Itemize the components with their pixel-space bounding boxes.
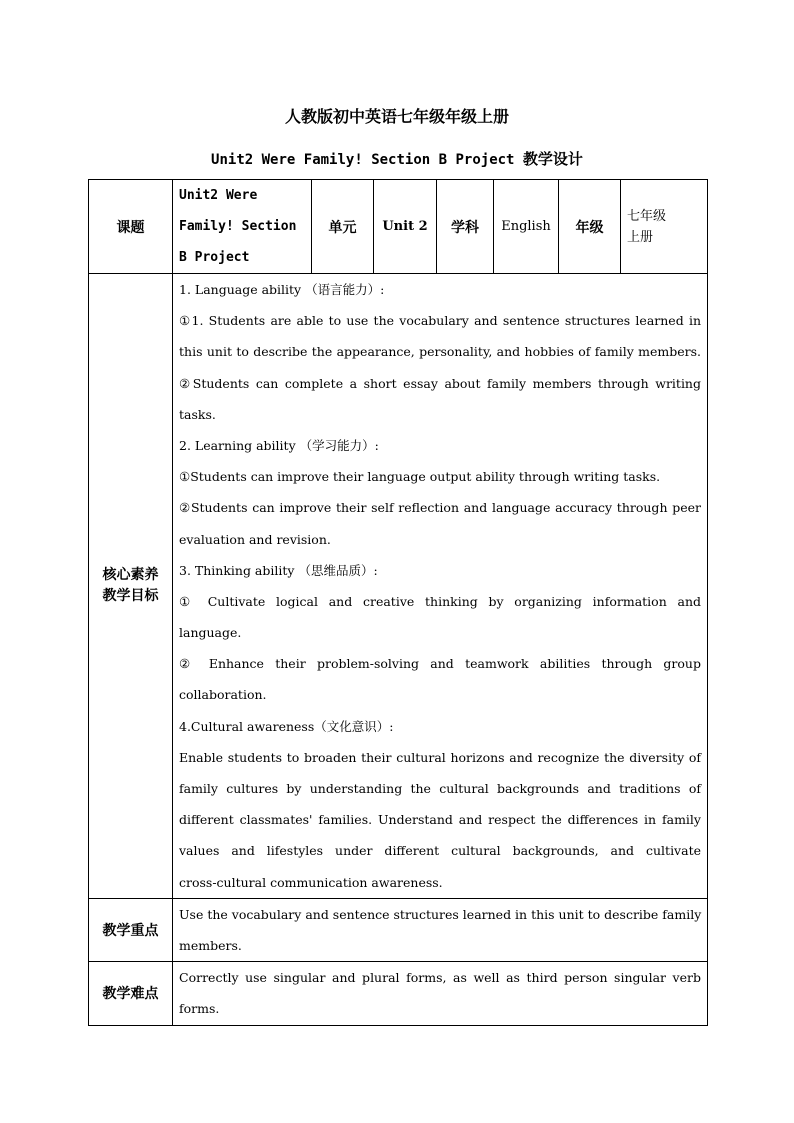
text-line: Correctly use singular and plural forms, as well as third person singular verb [179,970,701,986]
unit-value: Unit 2 [374,180,437,274]
text-line: family cultures by understanding the cultural backgrounds and traditions of [179,781,701,796]
text-line: tasks. [179,406,216,422]
text-line: 2. Learning ability （学习能力）: [179,437,379,453]
text-line: forms. [179,1001,220,1017]
text-line: values and lifestyles under different cultural backgrounds, and cultivate [179,843,701,859]
text-line: Use the vocabulary and sentence structures learned in this unit to describe family [179,906,702,922]
grade-label: 年级 [559,180,621,274]
difficulty-row [89,962,708,1025]
objectives-row [89,274,708,899]
text-line: cross-cultural communication awareness. [179,874,443,890]
key-point-content [173,898,708,961]
objectives-content [173,274,708,899]
text-line: ① Cultivate logical and creative thinking by organizing information and [179,593,701,609]
difficulty-label: 教学难点 [89,962,173,1025]
document-title: 人教版初中英语七年级年级上册 [284,107,509,126]
grade-line: 上册 [627,229,654,245]
subject-label: 学科 [437,180,494,274]
topic-label: 课题 [89,180,173,274]
header-row [89,180,708,274]
topic-line: Family! Section [179,219,297,234]
grade-value [621,180,708,274]
unit-label: 单元 [312,180,374,274]
text-line: evaluation and revision. [179,531,331,547]
document-subtitle [0,148,794,169]
objectives-label-line: 教学目标 [102,587,159,604]
text-line: 4.Cultural awareness（文化意识）: [179,718,394,734]
subtitle-chinese: 教学设计 [522,150,583,168]
text-line: this unit to describe the appearance, personality, and hobbies of family members. [179,344,701,360]
objectives-label-line: 核心素养 [102,566,159,583]
topic-line: Unit2 Were [179,188,258,203]
subject-value: English [494,180,559,274]
objectives-label [89,274,173,899]
text-line: ①Students can improve their language output ability through writing tasks. [179,469,661,485]
key-point-row [89,898,708,961]
text-line: members. [179,937,242,953]
topic-line: B Project [179,250,250,265]
text-line: ②Students can improve their self reflection and language accuracy through peer [179,500,701,516]
text-line: language. [179,625,242,641]
text-line: Enable students to broaden their cultural horizons and recognize the diversity of [179,749,701,765]
grade-line: 七年级 [627,208,667,224]
text-line: ②Students can complete a short essay about family members through writing [179,375,701,391]
text-line: ①1. Students are able to use the vocabulary and sentence structures learned in [179,313,701,329]
text-line: 1. Language ability （语言能力）: [179,282,385,297]
lesson-plan-table [88,179,708,1026]
difficulty-content [173,962,708,1025]
subtitle-english: Unit2 Were Family! Section B Project [211,152,515,168]
text-line: ② Enhance their problem-solving and teamwork abilities through group [179,656,701,672]
text-line: 3. Thinking ability （思维品质）: [179,562,378,578]
key-point-label: 教学重点 [89,898,173,961]
text-line: different classmates' families. Understand and respect the differences in family [179,812,701,828]
text-line: collaboration. [179,687,267,703]
topic-value [173,180,312,274]
